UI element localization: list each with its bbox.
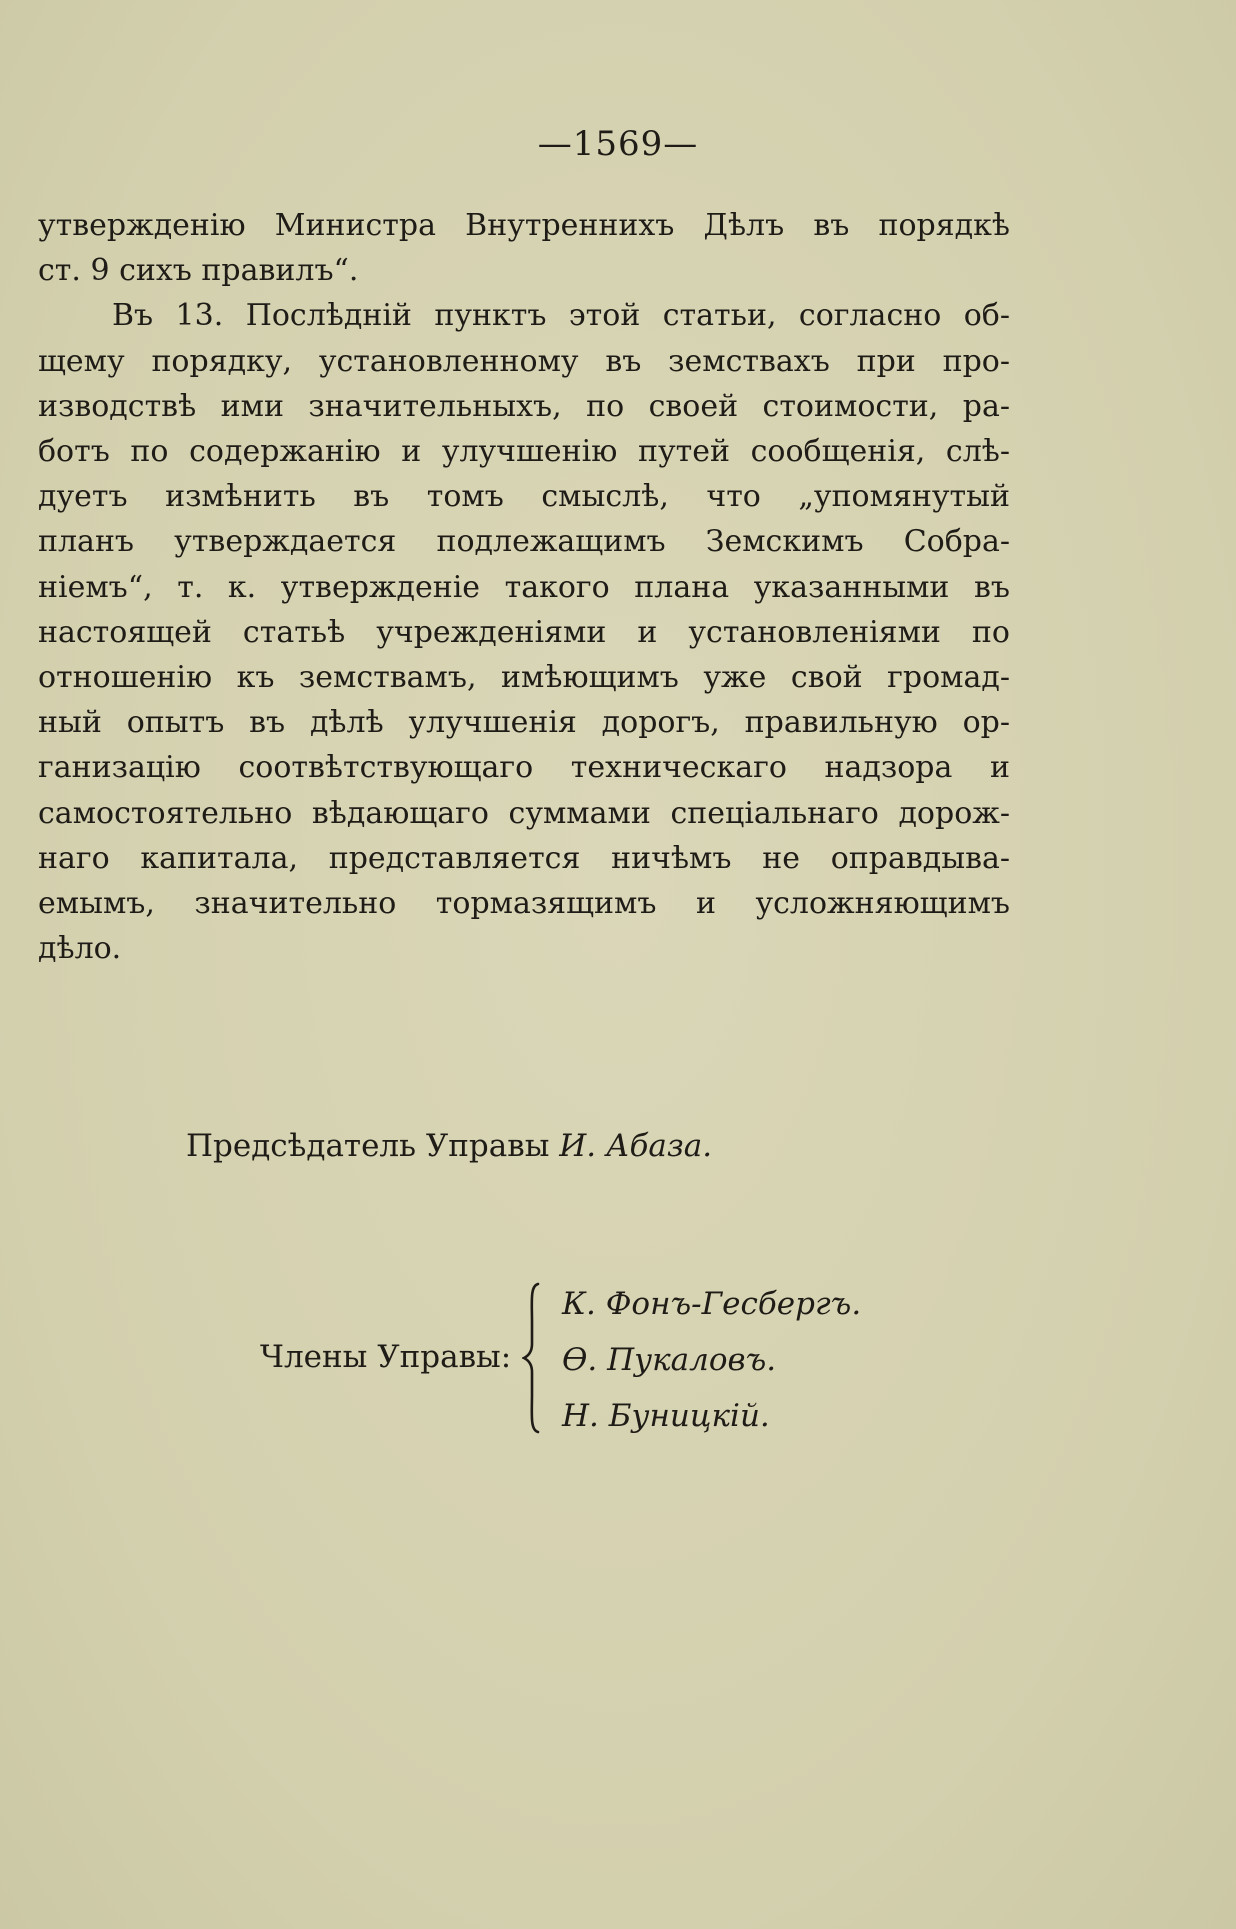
body-text bbox=[38, 203, 1010, 971]
text-line: дѣло. bbox=[38, 931, 122, 967]
text-line: изводствѣ ими значительныхъ, по своей стоимости, ра- bbox=[38, 388, 1010, 424]
text-line: самостоятельно вѣдающаго суммами спеціальнаго дорож- bbox=[38, 795, 1010, 831]
text-line: наго капитала, представляется ничѣмъ не оправдыва- bbox=[38, 840, 1010, 876]
members-label: Члены Управы: bbox=[260, 1339, 512, 1375]
text-line: ст. 9 сихъ правилъ“. bbox=[38, 253, 359, 289]
text-line: ганизацію соотвѣтствующаго техническаго надзора и bbox=[38, 750, 1010, 786]
text-line: настоящей статьѣ учрежденіями и установленіями по bbox=[38, 614, 1010, 650]
text-line: ніемъ“, т. к. утвержденіе такого плана указанными въ bbox=[38, 569, 1010, 605]
curly-brace-icon bbox=[522, 1282, 542, 1434]
page-number: —1569— bbox=[537, 124, 699, 164]
text-line: отношенію къ земствамъ, имѣющимъ уже свой громад- bbox=[38, 660, 1010, 696]
text-line: щему порядку, установленному въ земствахъ при про- bbox=[38, 343, 1010, 379]
text-line: дуетъ измѣнить въ томъ смыслѣ, что „упомянутый bbox=[38, 479, 1010, 515]
chairman-signature bbox=[186, 1128, 712, 1164]
member-name: К. Фонъ-Гесбергъ. bbox=[562, 1286, 862, 1322]
text-line: Въ 13. Послѣдній пунктъ этой статьи, согласно об- bbox=[112, 298, 1010, 334]
member-name: Н. Буницкій. bbox=[562, 1398, 770, 1434]
text-line: утвержденію Министра Внутреннихъ Дѣлъ въ порядкѣ bbox=[38, 208, 1010, 243]
chairman-title: Предсѣдатель Управы bbox=[186, 1128, 550, 1164]
text-line: ный опытъ въ дѣлѣ улучшенія дорогъ, правильную ор- bbox=[38, 705, 1010, 741]
text-line: ботъ по содержанію и улучшенію путей сообщенія, слѣ- bbox=[38, 434, 1010, 470]
text-line: емымъ, значительно тормазящимъ и усложняющимъ bbox=[38, 886, 1010, 922]
chairman-name: И. Абаза. bbox=[559, 1128, 713, 1164]
text-line: планъ утверждается подлежащимъ Земскимъ Собра- bbox=[38, 524, 1010, 560]
member-name: Ѳ. Пукаловъ. bbox=[562, 1342, 777, 1378]
